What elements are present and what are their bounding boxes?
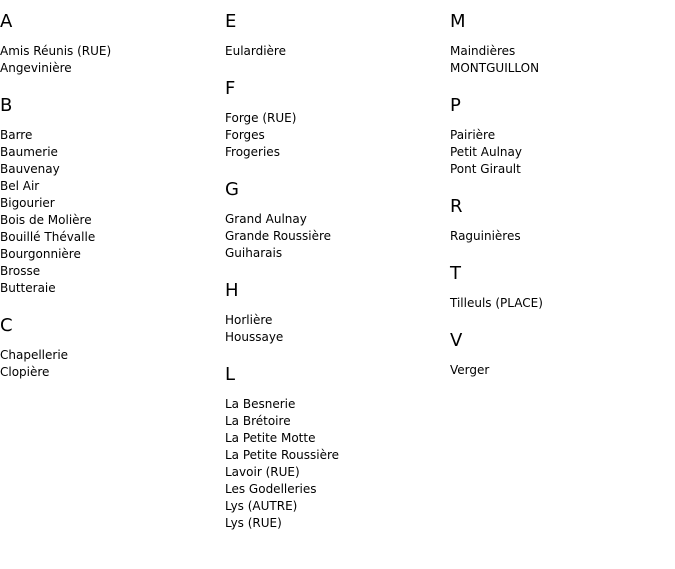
street-list-item	[225, 515, 445, 532]
street-link[interactable]: Eulardière	[225, 44, 286, 58]
street-link[interactable]: Bigourier	[0, 196, 55, 210]
street-link[interactable]: Houssaye	[225, 330, 284, 344]
street-list-item	[225, 498, 445, 515]
street-link[interactable]: Butteraie	[0, 281, 56, 295]
street-list	[0, 347, 220, 381]
letter-group-b	[0, 95, 220, 297]
letter-group-t	[450, 263, 670, 312]
street-list-item	[450, 295, 670, 312]
street-list-item	[225, 228, 445, 245]
letter-heading: H	[225, 280, 239, 301]
street-list-item	[0, 246, 220, 263]
letter-heading: P	[450, 95, 461, 116]
street-link[interactable]: La Brétoire	[225, 414, 291, 428]
street-list-item	[0, 212, 220, 229]
street-link[interactable]: Guiharais	[225, 246, 283, 260]
street-list	[450, 362, 670, 379]
letter-group-f	[225, 78, 445, 161]
index-column-2	[225, 0, 445, 532]
street-link[interactable]: Brosse	[0, 264, 41, 278]
letter-group-p	[450, 95, 670, 178]
street-list-item	[225, 329, 445, 346]
street-link[interactable]: Bourgonnière	[0, 247, 81, 261]
letter-heading: G	[225, 179, 239, 200]
street-list-item	[0, 60, 220, 77]
street-list-item	[225, 430, 445, 447]
street-list	[225, 43, 445, 60]
street-list-item	[0, 43, 220, 60]
street-list	[450, 43, 670, 77]
street-list-item	[0, 195, 220, 212]
street-link[interactable]: Bel Air	[0, 179, 40, 193]
street-list	[0, 43, 220, 77]
letter-heading: M	[450, 11, 466, 32]
street-list-item	[0, 263, 220, 280]
letter-heading: R	[450, 196, 463, 217]
street-list-item	[450, 161, 670, 178]
street-list-item	[225, 211, 445, 228]
letter-heading: V	[450, 330, 463, 351]
letter-heading: A	[0, 11, 13, 32]
letter-group-a	[0, 11, 220, 77]
street-link[interactable]: Horlière	[225, 313, 273, 327]
street-list-item	[450, 144, 670, 161]
street-link[interactable]: Chapellerie	[0, 348, 69, 362]
index-column-1	[0, 0, 220, 381]
letter-heading: F	[225, 78, 236, 99]
street-link[interactable]: Tilleuls (PLACE)	[450, 296, 543, 310]
street-link[interactable]: Baumerie	[0, 145, 58, 159]
street-list-item	[450, 60, 670, 77]
letter-group-v	[450, 330, 670, 379]
street-list-item	[450, 127, 670, 144]
street-list-item	[0, 144, 220, 161]
street-list-item	[225, 127, 445, 144]
street-list-item	[225, 144, 445, 161]
street-list-item	[225, 110, 445, 127]
street-link[interactable]: Bois de Molière	[0, 213, 92, 227]
street-link[interactable]: Lavoir (RUE)	[225, 465, 300, 479]
street-list	[0, 127, 220, 297]
street-list-item	[0, 347, 220, 364]
street-link[interactable]: Frogeries	[225, 145, 280, 159]
letter-heading: L	[225, 364, 236, 385]
street-link[interactable]: Grand Aulnay	[225, 212, 307, 226]
street-list-item	[225, 447, 445, 464]
street-link[interactable]: Pairière	[450, 128, 496, 142]
letter-heading: E	[225, 11, 237, 32]
letter-heading: T	[450, 263, 461, 284]
street-link[interactable]: Clopière	[0, 365, 50, 379]
letter-group-h	[225, 280, 445, 346]
street-link[interactable]: La Petite Roussière	[225, 448, 340, 462]
letter-group-e	[225, 11, 445, 60]
street-list-item	[450, 228, 670, 245]
street-list-item	[225, 245, 445, 262]
street-link[interactable]: Petit Aulnay	[450, 145, 522, 159]
street-list-item	[0, 178, 220, 195]
letter-group-c	[0, 315, 220, 381]
street-list-item	[225, 396, 445, 413]
letter-group-g	[225, 179, 445, 262]
street-link[interactable]: Raguinières	[450, 229, 521, 243]
street-link[interactable]: Les Godelleries	[225, 482, 317, 496]
street-link[interactable]: Pont Girault	[450, 162, 521, 176]
street-link[interactable]: La Petite Motte	[225, 431, 316, 445]
street-list-item	[0, 127, 220, 144]
street-link[interactable]: Lys (RUE)	[225, 516, 282, 530]
street-list-item	[0, 229, 220, 246]
street-link[interactable]: Angevinière	[0, 61, 72, 75]
street-link[interactable]: Bauvenay	[0, 162, 60, 176]
letter-group-r	[450, 196, 670, 245]
street-list	[225, 110, 445, 161]
street-list-item	[225, 481, 445, 498]
street-link[interactable]: MONTGUILLON	[450, 61, 540, 75]
letter-heading: B	[0, 95, 13, 116]
street-list-item	[450, 362, 670, 379]
street-list	[225, 312, 445, 346]
street-link[interactable]: Grande Roussière	[225, 229, 332, 243]
street-list	[450, 127, 670, 178]
letter-heading: C	[0, 315, 13, 336]
street-link[interactable]: Amis Réunis (RUE)	[0, 44, 112, 58]
street-list-item	[225, 312, 445, 329]
street-list-item	[450, 43, 670, 60]
street-link[interactable]: Barre	[0, 128, 33, 142]
street-list-item	[225, 464, 445, 481]
street-link[interactable]: Forge (RUE)	[225, 111, 297, 125]
street-list-item	[225, 43, 445, 60]
street-list-item	[0, 364, 220, 381]
street-list-item	[225, 413, 445, 430]
street-link[interactable]: Lys (AUTRE)	[225, 499, 298, 513]
street-link[interactable]: Maindières	[450, 44, 516, 58]
letter-group-l	[225, 364, 445, 532]
street-list	[225, 211, 445, 262]
street-list	[450, 228, 670, 245]
street-list	[225, 396, 445, 532]
street-list-item	[0, 280, 220, 297]
street-link[interactable]: Bouillé Thévalle	[0, 230, 96, 244]
street-link[interactable]: La Besnerie	[225, 397, 296, 411]
street-list-item	[0, 161, 220, 178]
street-link[interactable]: Verger	[450, 363, 490, 377]
street-link[interactable]: Forges	[225, 128, 265, 142]
street-list	[450, 295, 670, 312]
index-column-3	[450, 0, 670, 379]
letter-group-m	[450, 11, 670, 77]
